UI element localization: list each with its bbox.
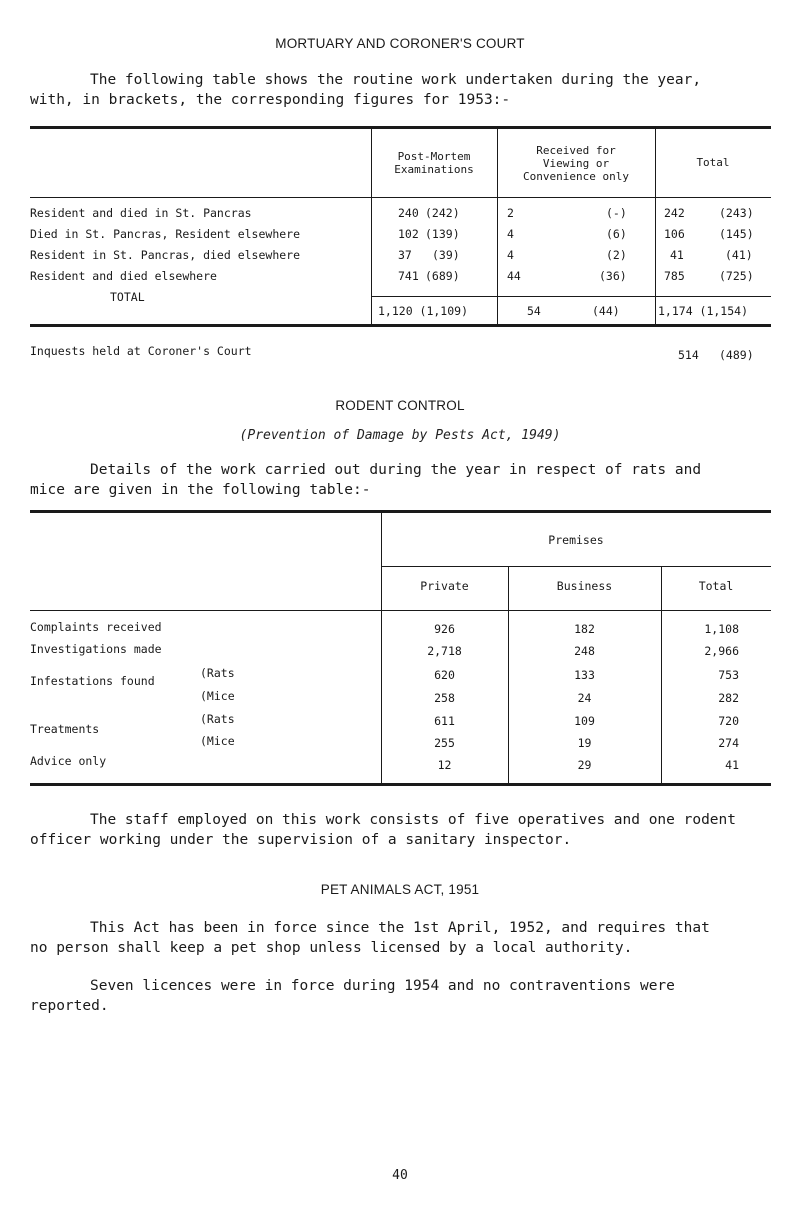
- pet-para1-line2: no person shall keep a pet shop unless licensed by a local authority.: [30, 940, 633, 956]
- pm-prev-value: (139): [425, 227, 460, 241]
- table2-top-rule: [30, 510, 771, 513]
- total-value: 1,108: [704, 622, 739, 636]
- total-value: 282: [718, 691, 739, 705]
- header-received-line1: Received for: [536, 144, 616, 157]
- rv-prev-value: (6): [606, 227, 627, 241]
- business-value: 24: [577, 691, 592, 705]
- pet-para2-line2: reported.: [30, 998, 109, 1014]
- tot-prev-value: (145): [719, 227, 754, 241]
- tot-prev-value: (243): [719, 206, 754, 220]
- rodent-row-label: Infestations found: [30, 674, 155, 688]
- pm-value: 102: [398, 227, 419, 241]
- rodent-intro-line1: Details of the work carried out during the year in respect of rats and: [90, 462, 702, 478]
- business-value: 109: [574, 714, 595, 728]
- private-value: 12: [437, 758, 452, 772]
- private-value: 255: [434, 736, 455, 750]
- total-rv-value: 54: [527, 304, 541, 318]
- pet-paragraph-2: [30, 976, 780, 1016]
- mortuary-title: MORTUARY AND CORONER'S COURT: [275, 36, 525, 51]
- tot-prev-value: (725): [719, 269, 754, 283]
- total-rv-prev-value: (44): [592, 304, 620, 318]
- pm-value: 37: [398, 248, 412, 262]
- private-value: 620: [434, 668, 455, 682]
- business-value: 19: [577, 736, 592, 750]
- table1-total-rule: [371, 296, 771, 297]
- total-value: 753: [718, 668, 739, 682]
- rodent-sub-label: (Rats: [200, 666, 235, 680]
- rv-value: 4: [507, 227, 514, 241]
- page-number: 40: [392, 1168, 408, 1183]
- rv-prev-value: (-): [606, 206, 627, 220]
- header-received-line2: Viewing or: [542, 157, 610, 170]
- rv-value: 44: [507, 269, 521, 283]
- table2-bottom-rule: [30, 783, 771, 786]
- rodent-intro: [30, 460, 780, 500]
- business-value: 133: [574, 668, 595, 682]
- row-label: Resident in St. Pancras, died elsewhere: [30, 248, 301, 262]
- rodent-row-label: Treatments: [30, 722, 100, 736]
- private-value: 2,718: [427, 644, 462, 658]
- private-value: 611: [434, 714, 455, 728]
- tot-prev-value: (41): [725, 248, 753, 262]
- table1-top-rule: [30, 126, 771, 129]
- header-business: Business: [556, 579, 613, 593]
- header-received-line3: Convenience only: [523, 170, 629, 183]
- staff-line2: officer working under the supervision of a sanitary inspector.: [30, 832, 572, 848]
- business-value: 248: [574, 644, 595, 658]
- pm-prev-value: (242): [425, 206, 460, 220]
- inquests-label: Inquests held at Coroner's Court: [30, 344, 252, 358]
- total-value: 274: [718, 736, 739, 750]
- header-total: Total: [696, 156, 730, 169]
- rv-prev-value: (36): [599, 269, 627, 283]
- pm-value: 240: [398, 206, 419, 220]
- header-rodent-total: Total: [698, 579, 734, 593]
- inquests-prev-value: (489): [719, 348, 754, 362]
- total-tot-value: 1,174 (1,154): [658, 304, 749, 318]
- pm-prev-value: (689): [425, 269, 460, 283]
- rv-prev-value: (2): [606, 248, 627, 262]
- total-value: 2,966: [704, 644, 739, 658]
- tot-value: 242: [664, 206, 685, 220]
- rv-value: 2: [507, 206, 514, 220]
- header-premises: Premises: [548, 533, 604, 547]
- tot-value: 41: [670, 248, 684, 262]
- rodent-row-label: Advice only: [30, 754, 107, 768]
- rodent-title: RODENT CONTROL: [335, 398, 465, 413]
- header-received: [497, 144, 655, 183]
- header-post-mortem: [371, 150, 497, 176]
- table1-header-rule: [30, 197, 771, 198]
- staff-line1: The staff employed on this work consists of five operatives and one rodent: [90, 812, 737, 828]
- table1-bottom-rule: [30, 324, 771, 327]
- total-row-label: TOTAL: [110, 290, 145, 304]
- row-label: Resident and died in St. Pancras: [30, 206, 252, 220]
- rodent-sub-label: (Rats: [200, 712, 235, 726]
- total-value: 41: [725, 758, 739, 772]
- rodent-row-label: Complaints received: [30, 620, 162, 634]
- mortuary-intro: [30, 70, 780, 110]
- total-value: 720: [718, 714, 739, 728]
- pet-title: PET ANIMALS ACT, 1951: [320, 882, 480, 897]
- row-label: Resident and died elsewhere: [30, 269, 217, 283]
- table2-premises-rule: [381, 566, 771, 567]
- business-value: 29: [577, 758, 592, 772]
- tot-value: 106: [664, 227, 685, 241]
- rodent-row-label: Investigations made: [30, 642, 162, 656]
- rodent-subtitle: (Prevention of Damage by Pests Act, 1949): [239, 428, 561, 443]
- rv-value: 4: [507, 248, 514, 262]
- table2-header-rule: [30, 610, 771, 611]
- pet-para2-line1: Seven licences were in force during 1954 and no contraventions were: [90, 978, 675, 994]
- pm-prev-value: (39): [432, 248, 460, 262]
- rodent-sub-label: (Mice: [200, 689, 235, 703]
- mortuary-intro-line2: with, in brackets, the corresponding figures for 1953:-: [30, 92, 511, 108]
- pet-paragraph-1: [30, 918, 780, 958]
- rodent-intro-line2: mice are given in the following table:-: [30, 482, 371, 498]
- header-private: Private: [420, 579, 469, 593]
- rodent-sub-label: (Mice: [200, 734, 235, 748]
- header-post-mortem-line2: Examinations: [394, 163, 474, 176]
- row-label: Died in St. Pancras, Resident elsewhere: [30, 227, 301, 241]
- private-value: 258: [434, 691, 455, 705]
- pm-value: 741: [398, 269, 419, 283]
- total-pm-value: 1,120 (1,109): [378, 304, 469, 318]
- inquests-value: 514: [678, 348, 699, 362]
- mortuary-intro-line1: The following table shows the routine work undertaken during the year,: [90, 72, 702, 88]
- private-value: 926: [434, 622, 455, 636]
- header-post-mortem-line1: Post-Mortem: [397, 150, 471, 163]
- rodent-staff-paragraph: [30, 810, 780, 850]
- business-value: 182: [574, 622, 595, 636]
- pet-para1-line1: This Act has been in force since the 1st April, 1952, and requires that: [90, 920, 710, 936]
- tot-value: 785: [664, 269, 685, 283]
